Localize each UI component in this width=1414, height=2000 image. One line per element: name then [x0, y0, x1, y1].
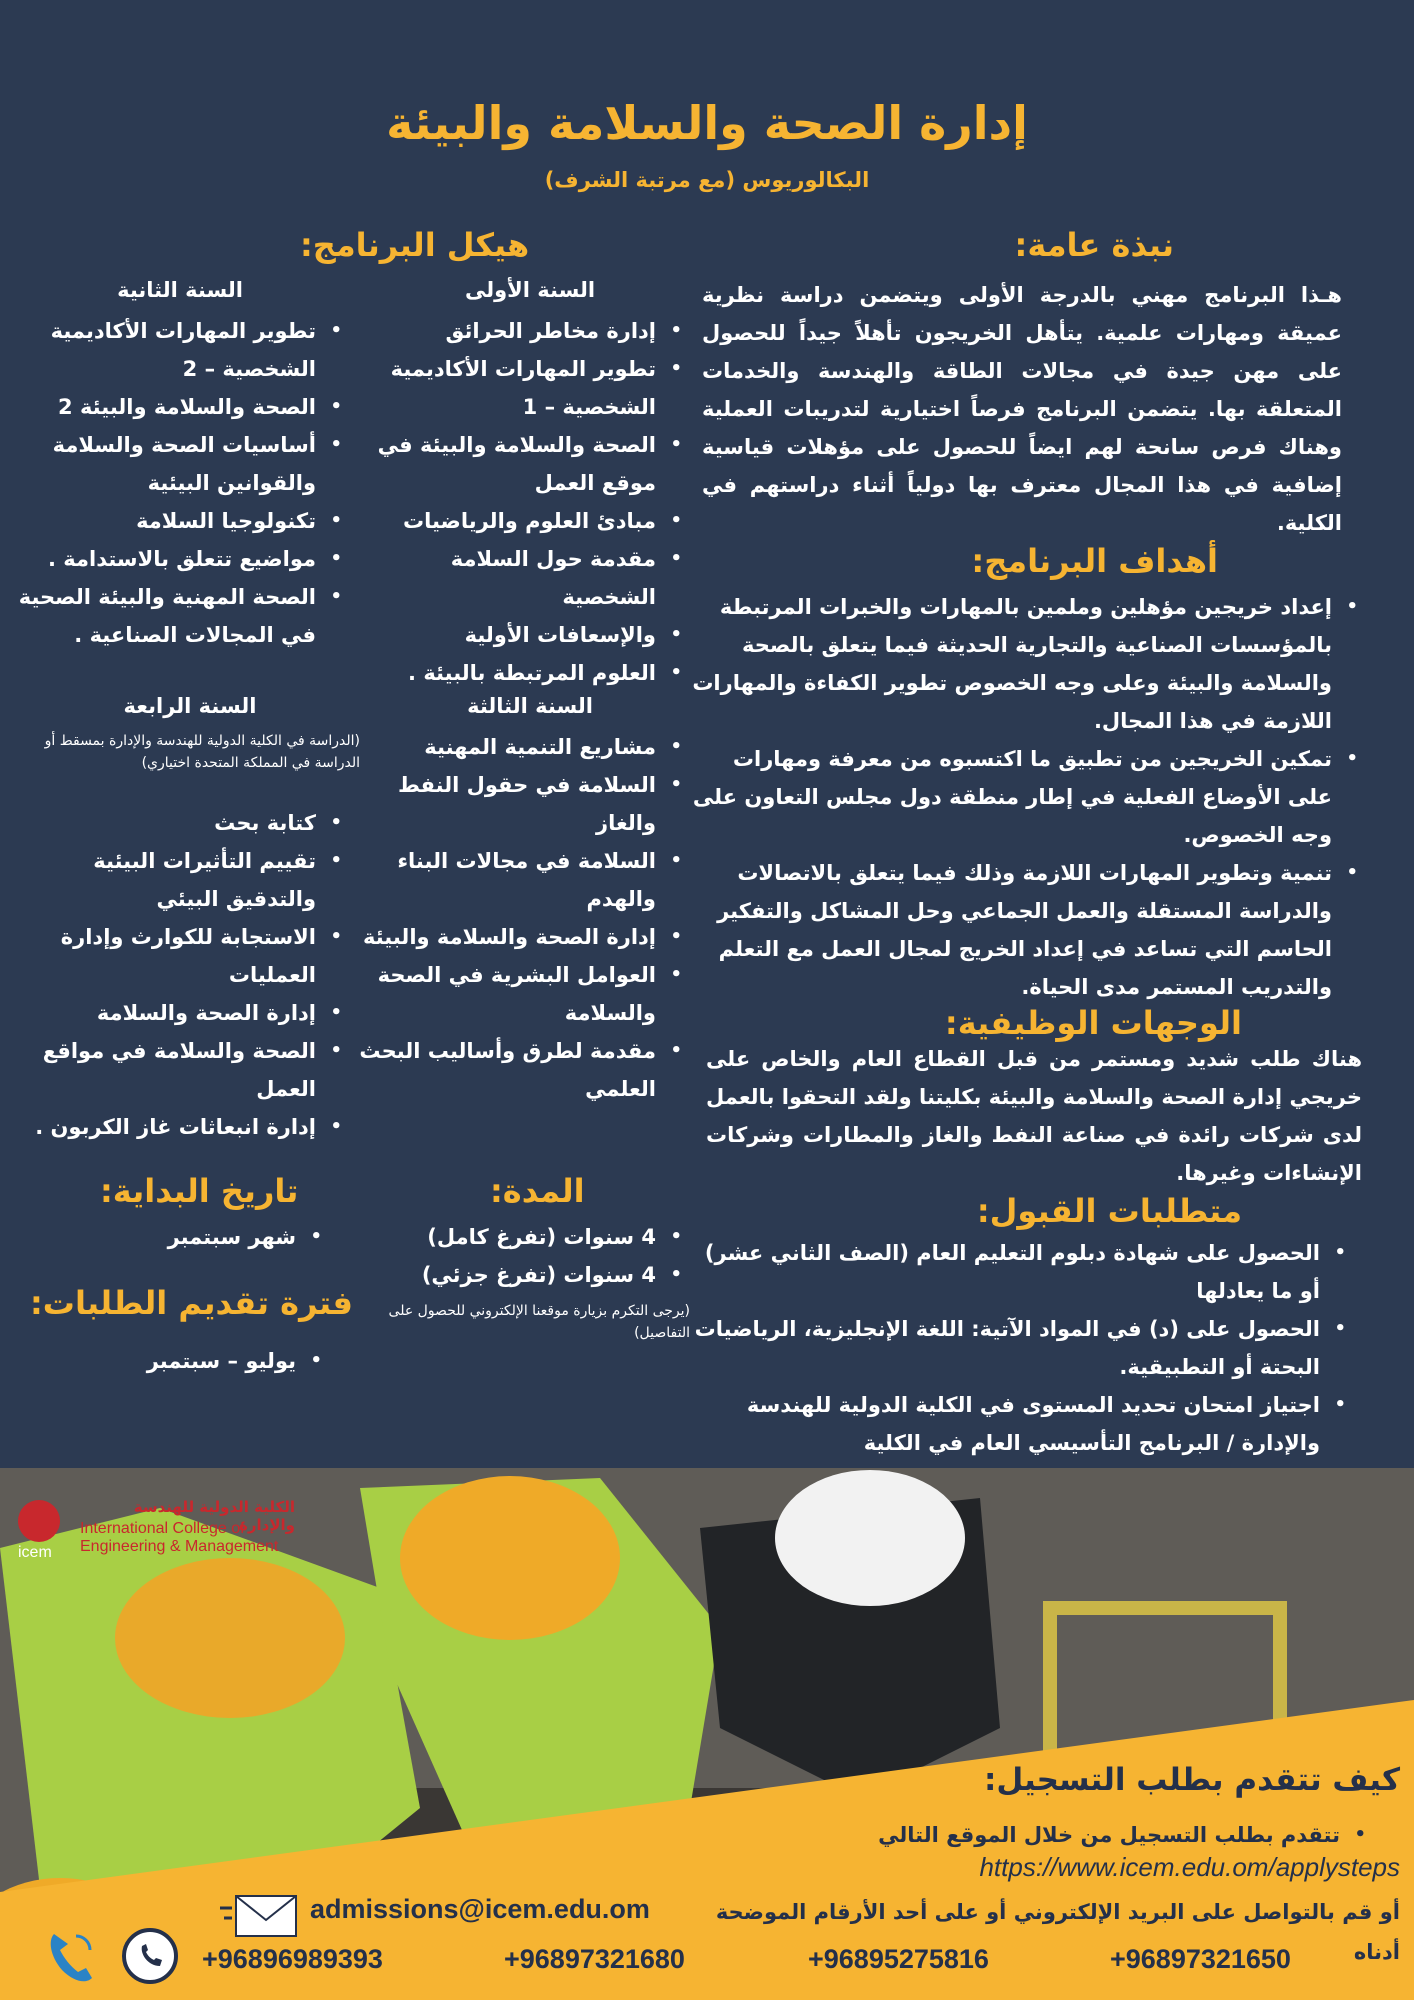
list-item: • إدارة الصحة والسلامة: [20, 994, 350, 1032]
application-period-list: [110, 1342, 330, 1380]
contact-text: أو قم بالتواصل على البريد الإلكتروني أو على أحد الأرقام الموضحة أدناه: [715, 1900, 1400, 1964]
list-item: • الصحة والسلامة في مواقع العمل: [20, 1032, 350, 1108]
email-icon: [220, 1890, 300, 1942]
year3-list: [350, 728, 690, 1108]
duration-list: [380, 1218, 690, 1294]
year1-title: السنة الأولى: [464, 278, 596, 302]
duration-note: (يرجى التكرم بزيارة موقعنا الإلكتروني للحصول على التفاصيل): [388, 1303, 690, 1341]
list-item: • أساسيات الصحة والسلامة والقوانين البيئية: [10, 426, 350, 502]
page-subtitle: البكالوريوس (مع مرتبة الشرف): [544, 168, 870, 192]
list-item: • الاستجابة للكوارث وإدارة العمليات: [20, 918, 350, 994]
list-item: • كتابة بحث: [20, 804, 350, 842]
list-item: • 4 سنوات (تفرغ جزئي): [380, 1256, 690, 1294]
start-date-list: [110, 1218, 330, 1256]
list-item: • إدارة مخاطر الحرائق: [350, 312, 690, 350]
objectives-list: [690, 588, 1366, 1006]
list-item: • الصحة والسلامة والبيئة 2: [10, 388, 350, 426]
apply-url-link[interactable]: https://www.icem.edu.om/applysteps: [979, 1852, 1400, 1882]
list-item: • تنمية وتطوير المهارات اللازمة وذلك فيما يتعلق بالاتصالات والدراسة المستقلة والعمل الجماعي وحل المشاكل والتفكير الحاسم التي تساعد في إعداد الخريج لمجال العمل مع التعلم والتدريب المستمر مدى الحياة.: [690, 854, 1366, 1006]
apply-heading: كيف تتقدم بطلب التسجيل:: [983, 1762, 1400, 1798]
list-item: • تمكين الخريجين من تطبيق ما اكتسبوه من معرفة ومهارات على الأوضاع الفعلية في إطار منطقة دول مجلس التعاون على وجه الخصوص.: [690, 740, 1366, 854]
year2-title: السنة الثانية: [117, 278, 243, 302]
list-item: • والإسعافات الأولية: [350, 616, 690, 654]
list-item: • إدارة انبعاثات غاز الكربون .: [20, 1108, 350, 1146]
list-item: • مبادئ العلوم والرياضيات: [350, 502, 690, 540]
admission-heading: متطلبات القبول:: [976, 1192, 1242, 1230]
careers-heading: الوجهات الوظيفية:: [944, 1004, 1242, 1042]
list-item: • تتقدم بطلب التسجيل من خلال الموقع التالي: [754, 1816, 1374, 1854]
year3-title: السنة الثالثة: [467, 694, 593, 718]
phone-number-2[interactable]: +96897321680: [504, 1944, 685, 1974]
objectives-heading: أهداف البرنامج:: [971, 542, 1218, 580]
list-item: • إعداد خريجين مؤهلين وملمين بالمهارات والخبرات المرتبطة بالمؤسسات الصناعية والتجارية الحديثة فيما يتعلق بالصحة والسلامة والبيئة وعلى وجه الخصوص تطوير الكفاءة والمهارات اللازمة في هذا المجال.: [690, 588, 1366, 740]
logo-mark-icon: [18, 1500, 60, 1542]
logo-english-2: Engineering & Management: [80, 1538, 279, 1555]
phone-number-4[interactable]: +96897321650: [1110, 1944, 1291, 1974]
application-period-heading: فترة تقديم الطلبات:: [30, 1284, 353, 1322]
list-item: • مواضيع تتعلق بالاستدامة .: [10, 540, 350, 578]
list-item: • السلامة في حقول النفط والغاز: [350, 766, 690, 842]
list-item: • 4 سنوات (تفرغ كامل): [380, 1218, 690, 1256]
list-item: • الصحة والسلامة والبيئة في موقع العمل: [350, 426, 690, 502]
structure-heading: هيكل البرنامج:: [300, 226, 530, 264]
logo-mark-text: icem: [18, 1544, 52, 1561]
careers-text: هناك طلب شديد ومستمر من قبل القطاع العام والخاص على خريجي إدارة الصحة والسلامة والبيئة بكليتنا ولقد التحقوا بالعمل لدى شركات رائدة في صناعة النفط والغاز والمطارات وشركات الإنشاءات وغيرها.: [706, 1047, 1362, 1185]
year1-list: [350, 312, 690, 692]
overview-heading: نبذة عامة:: [1014, 226, 1174, 264]
phone-number-1[interactable]: +96896989393: [202, 1944, 383, 1974]
list-item: • شهر سبتمبر: [110, 1218, 330, 1256]
start-date-heading: تاريخ البداية:: [100, 1172, 299, 1210]
list-item: • مقدمة حول السلامة الشخصية: [350, 540, 690, 616]
list-item: • العلوم المرتبطة بالبيئة .: [350, 654, 690, 692]
list-item: • تطوير المهارات الأكاديمية الشخصية – 2: [10, 312, 350, 388]
whatsapp-icon: [120, 1926, 180, 1986]
year4-note: (الدراسة في الكلية الدولية للهندسة والإدارة بمسقط أو الدراسة في المملكة المتحدة اختياري): [44, 733, 360, 771]
year4-title: السنة الرابعة: [123, 694, 257, 718]
list-item: • اجتياز امتحان تحديد المستوى في الكلية الدولية للهندسة والإدارة / البرنامج التأسيسي العام في الكلية: [694, 1386, 1354, 1462]
list-item: • السلامة في مجالات البناء والهدم: [350, 842, 690, 918]
logo-arabic: الكلية الدولية للهندسة والإدارة: [133, 1498, 295, 1534]
list-item: • الحصول على شهادة دبلوم التعليم العام (الصف الثاني عشر) أو ما يعادلها: [694, 1234, 1354, 1310]
logo-english-1: International College of: [80, 1520, 245, 1537]
apply-steps-list: [754, 1816, 1374, 1854]
list-item: • الحصول على (د) في المواد الآتية: اللغة الإنجليزية، الرياضيات البحتة أو التطبيقية.: [694, 1310, 1354, 1386]
list-item: • مقدمة لطرق وأساليب البحث العلمي: [350, 1032, 690, 1108]
year2-list: [10, 312, 350, 654]
page-title: إدارة الصحة والسلامة والبيئة: [386, 96, 1028, 150]
list-item: • مشاريع التنمية المهنية: [350, 728, 690, 766]
list-item: • يوليو – سبتمبر: [110, 1342, 330, 1380]
duration-heading: المدة:: [490, 1172, 585, 1210]
phone-number-3[interactable]: +96895275816: [808, 1944, 989, 1974]
phone-icon: [44, 1926, 100, 1986]
year4-list: [20, 804, 350, 1146]
overview-text: هـذا البرنامج مهني بالدرجة الأولى ويتضمن دراسة نظرية عميقة ومهارات علمية. يتأهل الخريجون تأهلاً جيداً للحصول على مهن جيدة في مجالات الطاقة والهندسة والخدمات المتعلقة بها. يتضمن البرنامج فرصاً اختيارية لتدريبات العملية وهناك فرص سانحة لهم ايضاً للحصول على مؤهلات قياسية إضافية في هذا المجال معترف بها دولياً أثناء دراستهم في الكلية.: [702, 283, 1342, 535]
list-item: • تكنولوجيا السلامة: [10, 502, 350, 540]
email-link[interactable]: admissions@icem.edu.om: [310, 1894, 650, 1924]
list-item: • إدارة الصحة والسلامة والبيئة: [350, 918, 690, 956]
list-item: • العوامل البشرية في الصحة والسلامة: [350, 956, 690, 1032]
list-item: • تطوير المهارات الأكاديمية الشخصية – 1: [350, 350, 690, 426]
admission-list: [694, 1234, 1354, 1462]
list-item: • تقييم التأثيرات البيئية والتدقيق البيئي: [20, 842, 350, 918]
list-item: • الصحة المهنية والبيئة الصحية في المجالات الصناعية .: [10, 578, 350, 654]
